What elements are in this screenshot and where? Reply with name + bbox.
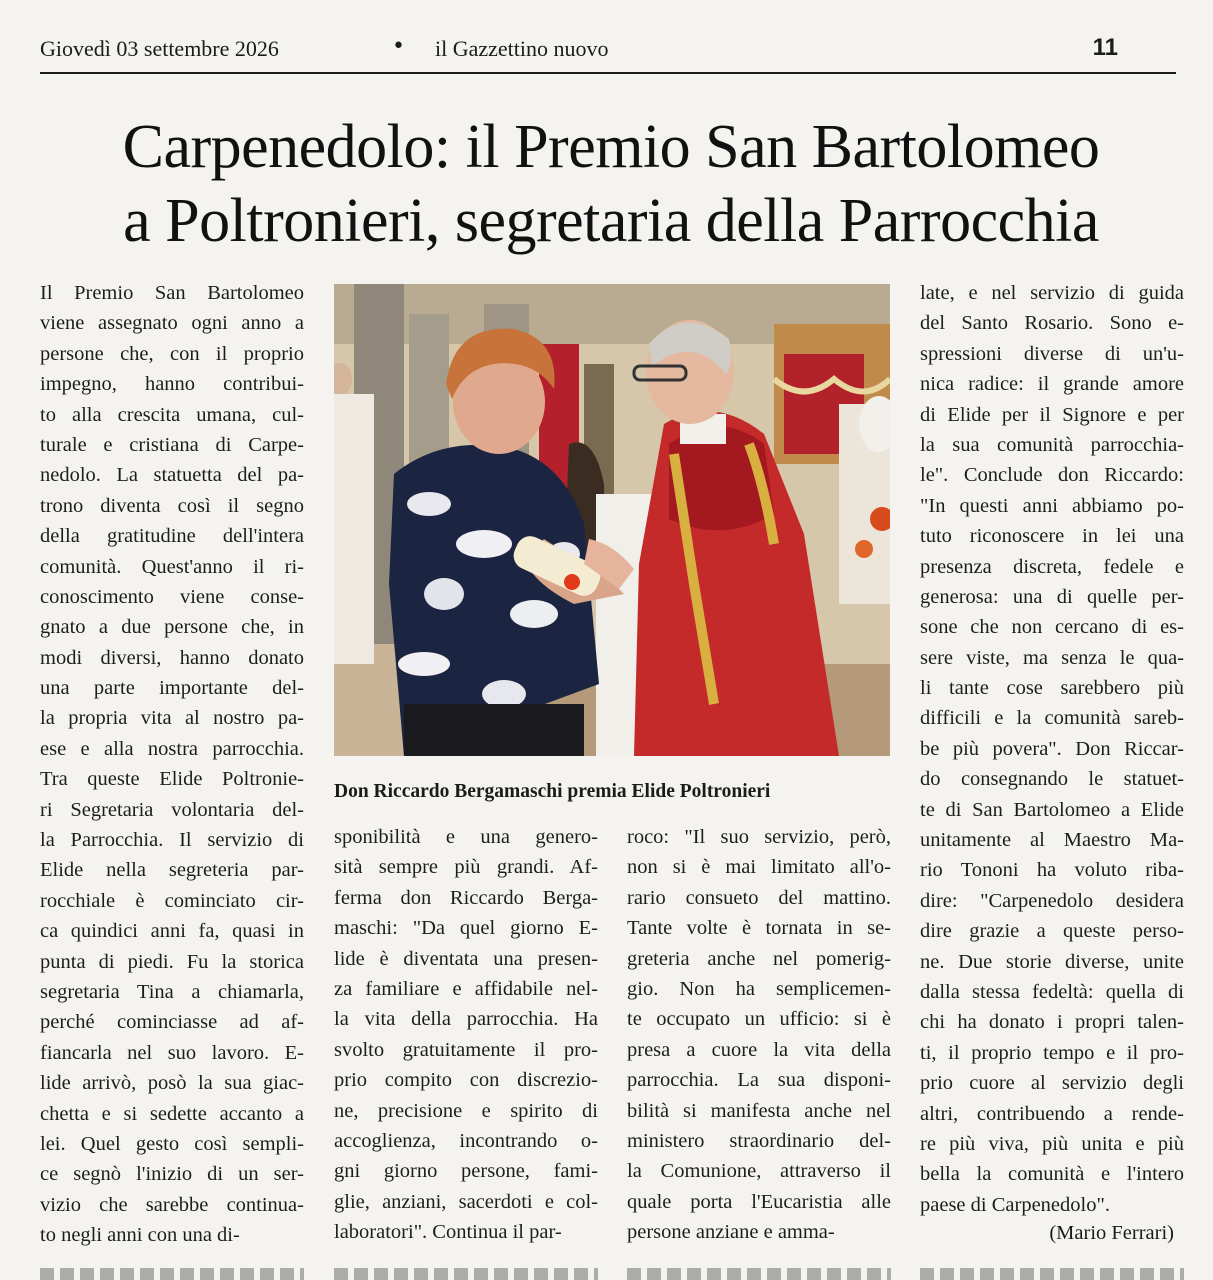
text-line: presa a cuore la vita della [627,1038,891,1061]
text-line: re più viva, più unita e più [920,1132,1184,1155]
text-line: difficili e la comunità sareb- [920,707,1184,730]
text-line: accoglienza, incontrando o- [334,1129,598,1152]
text-line: la propria vita al nostro pa- [40,707,304,730]
newspaper-name: il Gazzettino nuovo [435,36,609,61]
text-line: laboratori". Continua il par- [334,1221,562,1244]
text-line: quale porta l'Eucaristia alle [627,1190,891,1213]
text-line: te occupato un ufficio: si è [627,1008,891,1031]
text-line: prio compito con discrezio- [334,1069,598,1092]
award-ceremony-photo [334,284,890,756]
text-line: comunità. Quest'anno il ri- [40,555,304,578]
text-line: lide arrivò, posò la sua giac- [40,1072,304,1095]
header-separator: • [392,34,405,59]
text-line: del Santo Rosario. Sono e- [920,312,1184,335]
text-line: la vita della parrocchia. Ha [334,1008,598,1031]
text-line: persone anziane e amma- [627,1221,835,1244]
text-line: sità sempre più grandi. Af- [334,856,598,879]
text-line: non si è mai limitato all'o- [627,856,891,879]
page-number: 11 [1092,34,1118,61]
text-line: tuto riconoscere in lei una [920,525,1184,548]
text-line: dire grazie a queste perso- [920,920,1184,943]
text-line: to negli anni con una di- [40,1224,240,1247]
text-line: la Comunione, attraverso il [627,1160,891,1183]
text-line: viene assegnato ogni anno a [40,312,304,335]
text-line: rocchiale è cominciato cir- [40,889,304,912]
text-line: paese di Carpenedolo". [920,1193,1110,1216]
text-line: Elide nella segreteria par- [40,859,304,882]
text-line: la Parrocchia. Il servizio di [40,829,304,852]
text-line: gnato a due persone che, in [40,616,304,639]
text-line: ferma don Riccardo Berga- [334,886,598,909]
author-byline: (Mario Ferrari) [1049,1222,1174,1244]
text-line: perché cominciasse ad af- [40,1011,304,1034]
text-line: gni giorno persone, fami- [334,1160,598,1183]
text-line: bella la comunità e l'intero [920,1163,1184,1186]
text-line: presenza discreta, fedele e [920,555,1184,578]
text-line: della gratitudine dell'intera [40,525,304,548]
text-line: prio cuore al servizio degli [920,1072,1184,1095]
text-line: svolto gratuitamente il pro- [334,1038,598,1061]
text-line: za familiare e affidabile nel- [334,977,598,1000]
text-line: spressioni diverse di un'u- [920,342,1184,365]
text-line: una parte importante del- [40,677,304,700]
text-line: dire: "Carpenedolo desidera [920,889,1184,912]
text-line: la sua comunità parrocchia- [920,433,1184,456]
text-line: parrocchia. La sua disponi- [627,1069,891,1092]
text-line: Il Premio San Bartolomeo [40,282,304,304]
text-line: to alla crescita umana, cul- [40,403,304,426]
article-headline [36,110,1186,258]
issue-date: Giovedì 03 settembre 2026 [40,36,279,61]
text-line: chetta e si sedette accanto a [40,1102,304,1125]
text-line: ca quindici anni fa, quasi in [40,920,304,943]
text-line: dalla stessa fedeltà: quella di [920,980,1184,1003]
text-column-3 [627,822,891,1247]
text-line: gio. Non ha semplicemen- [627,977,891,1000]
text-line: trono diventa così il segno [40,494,304,517]
text-line: ce segnò l'inizio di un ser- [40,1163,304,1186]
text-line: rio Tononi ha voluto riba- [920,859,1184,882]
text-line: ministero straordinario del- [627,1129,891,1152]
text-line: greteria anche nel pomerig- [627,947,891,970]
text-line: chi ha donato i propri talen- [920,1011,1184,1034]
text-line: altri, contribuendo a rende- [920,1102,1184,1125]
text-line: ne, precisione e spirito di [334,1099,598,1122]
text-line: "In questi anni abbiamo po- [920,494,1184,517]
page-header [40,32,1176,74]
text-line: sponibilità e una genero- [334,826,598,848]
text-line: maschi: "Da quel giorno E- [334,917,598,940]
text-line: Tra queste Elide Poltronie- [40,768,304,791]
text-line: le". Conclude don Riccardo: [920,464,1184,487]
text-line: punta di piedi. Fu la storica [40,950,304,973]
cropped-text-row [40,1268,304,1280]
text-line: segretaria Tina a chiamarla, [40,980,304,1003]
text-line: nedolo. La statuetta del pa- [40,464,304,487]
text-line: turale e cristiana di Carpe- [40,433,304,456]
text-line: modi diversi, hanno donato [40,646,304,669]
photo-caption: Don Riccardo Bergamaschi premia Elide Poltronieri [334,781,771,802]
text-line: ese e alla nostra parrocchia. [40,737,304,760]
text-line: Tante volte è tornata in se- [627,917,891,940]
text-line: roco: "Il suo servizio, però, [627,826,891,848]
text-line: generosa: una di quelle per- [920,585,1184,608]
text-column-1 [40,278,304,1251]
cropped-text-row [920,1268,1184,1280]
text-line: ti, il proprio tempo e il pro- [920,1041,1184,1064]
text-line: bilità si manifesta anche nel [627,1099,891,1122]
text-line: unitamente al Maestro Ma- [920,829,1184,852]
cropped-text-row [627,1268,891,1280]
headline-line-1: Carpenedolo: il Premio San Bartolomeo [122,113,1100,181]
text-line: li tante cose sarebbero più [920,677,1184,700]
text-line: late, e nel servizio di guida [920,282,1184,304]
text-line: sone che non cercano di es- [920,616,1184,639]
headline-line-2: a Poltronieri, segretaria della Parrocchia [123,187,1099,255]
text-line: conoscimento viene conse- [40,585,304,608]
text-line: te di San Bartolomeo a Elide [920,798,1184,821]
text-line: glie, anziani, sacerdoti e col- [334,1190,598,1213]
text-column-2 [334,822,598,1247]
text-line: nica radice: il grande amore [920,373,1184,396]
article-photo [334,284,890,756]
text-line: lei. Quel gesto così sempli- [40,1132,304,1155]
text-line: fiancarla nel suo lavoro. E- [40,1041,304,1064]
text-line: ri Segretaria volontaria del- [40,798,304,821]
text-line: sere viste, ma senza le qua- [920,646,1184,669]
text-line: be più povera". Don Riccar- [920,737,1184,760]
text-line: lide è diventata una presen- [334,947,598,970]
text-column-4 [920,278,1184,1220]
text-line: impegno, hanno contribui- [40,373,304,396]
cropped-text-row [334,1268,598,1280]
text-line: do consegnando le statuet- [920,768,1184,791]
text-line: rario consueto del mattino. [627,886,891,909]
text-line: persone che, con il proprio [40,342,304,365]
text-line: vizio che sarebbe continua- [40,1193,304,1216]
text-line: di Elide per il Signore e per [920,403,1184,426]
text-line: ne. Due storie diverse, unite [920,950,1184,973]
